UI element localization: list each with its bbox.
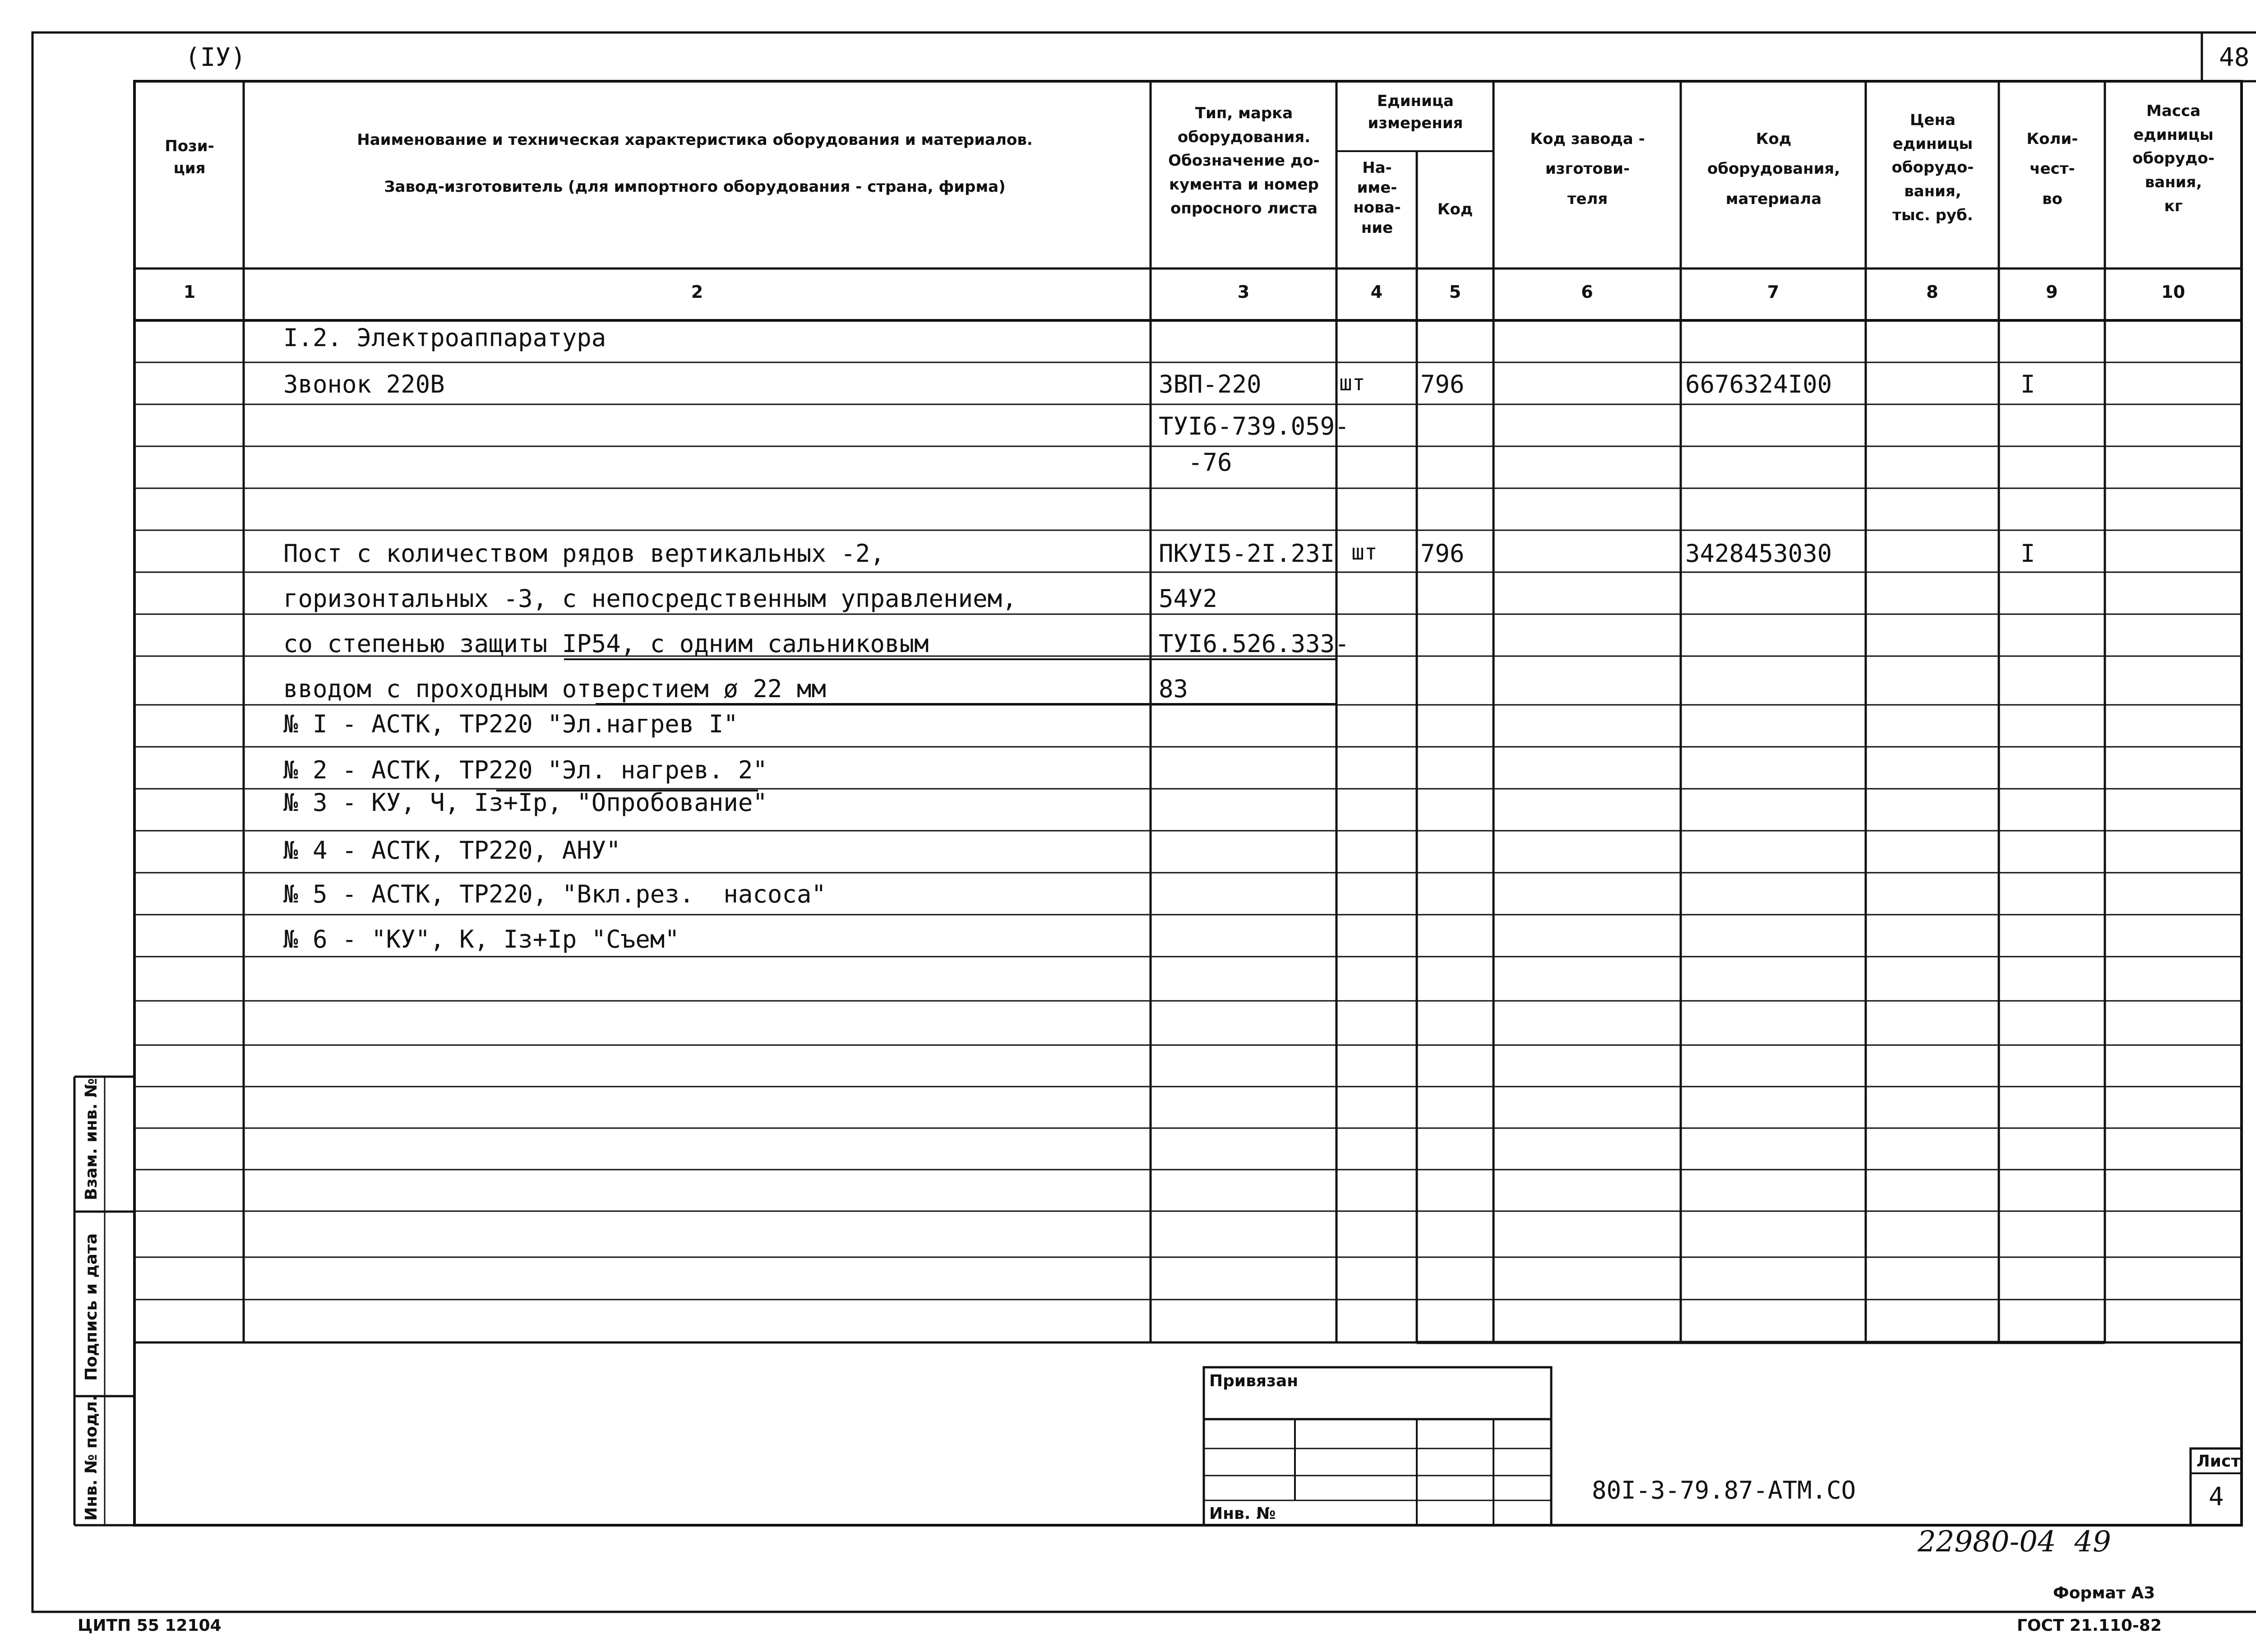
row-name: I.2. Электроаппаратура <box>283 324 606 352</box>
header-unit-name: На- име- нова- ние <box>1353 159 1401 237</box>
row-name: № 5 - АСТК, ТР220, "Вкл.рез. насоса" <box>283 880 826 908</box>
header-type: Тип, марка оборудования. Обозначение до- кумента и номер опросного листа <box>1168 104 1320 217</box>
side-label-podpis: Подпись и дата <box>82 1233 101 1381</box>
corner-mark: (IУ) <box>185 43 246 72</box>
header-name-line1: Наименование и техническая характеристика оборудования и материалов. <box>357 131 1033 149</box>
stamp-privyazan: Привязан <box>1209 1372 1299 1390</box>
header-price: Цена единицы оборудо- вания, тыс. руб. <box>1891 111 1974 224</box>
row-type: ПКУI5-2I.23I <box>1159 539 1335 568</box>
colnum-8: 8 <box>1926 282 1938 302</box>
header-mass: Масса единицы оборудо- вания, кг <box>2132 102 2214 215</box>
row-unit-name: шт <box>1351 540 1378 565</box>
row-name: № 4 - АСТК, ТР220, АНУ" <box>283 836 621 865</box>
colnum-3: 3 <box>1237 282 1250 302</box>
header-unit-group: Единица измерения <box>1368 92 1463 133</box>
row-equipment-code: 6676324I00 <box>1685 370 1832 398</box>
side-label-vzam: Взам. инв. № <box>82 1078 101 1200</box>
colnum-7: 7 <box>1767 282 1780 302</box>
row-equipment-code: 3428453030 <box>1685 539 1832 568</box>
footer-citp: ЦИТП 55 12104 <box>78 1616 222 1635</box>
header-factory-code: Код завода - изготови- теля <box>1530 130 1645 208</box>
row-quantity: I <box>2020 370 2035 398</box>
colnum-9: 9 <box>2046 282 2058 302</box>
colnum-6: 6 <box>1581 282 1593 302</box>
page-number: 48 <box>2219 43 2250 72</box>
colnum-5: 5 <box>1449 282 1461 302</box>
footer-format: Формат А3 <box>2053 1584 2155 1602</box>
side-label-inv: Инв. № подл. <box>82 1395 101 1521</box>
row-type: ТУI6-739.059- <box>1159 412 1350 440</box>
sheet-label: Лист <box>2196 1452 2241 1471</box>
header-name-line2: Завод-изготовитель (для импортного оборудования - страна, фирма) <box>384 178 1006 196</box>
stamp-inv-no: Инв. № <box>1209 1504 1276 1523</box>
header-unit-code: Код <box>1437 200 1473 218</box>
colnum-10: 10 <box>2161 282 2185 302</box>
row-type: -76 <box>1159 448 1232 477</box>
row-type: ТУI6.526.333- <box>1159 629 1350 658</box>
row-type: 83 <box>1159 675 1188 703</box>
row-unit-code: 796 <box>1420 370 1465 398</box>
header-equipment-code: Код оборудования, материала <box>1707 130 1840 208</box>
colnum-4: 4 <box>1370 282 1383 302</box>
row-name: № 6 - "КУ", К, Iз+Iр "Съем" <box>283 925 680 953</box>
row-name: № 3 - КУ, Ч, Iз+Iр, "Опробование" <box>283 788 767 817</box>
colnum-1: 1 <box>183 282 196 302</box>
colnum-2: 2 <box>691 282 703 302</box>
row-quantity: I <box>2020 539 2035 568</box>
row-name: горизонтальных -3, с непосредственным управлением, <box>283 584 1017 613</box>
header-quantity: Коли- чест- во <box>2026 130 2078 208</box>
document-code: 80I-3-79.87-АТМ.СО <box>1592 1476 1856 1504</box>
sheet-number: 4 <box>2209 1482 2224 1512</box>
header-position: Пози- ция <box>165 137 214 178</box>
row-name: № I - АСТК, ТР220 "Эл.нагрев I" <box>283 710 738 738</box>
row-name: со степенью защиты IP54, с одним сальниковым <box>283 629 929 658</box>
row-name: вводом с проходным отверстием ø 22 мм <box>283 675 826 703</box>
row-type: 54У2 <box>1159 584 1218 613</box>
row-unit-name: шт <box>1339 370 1365 396</box>
row-unit-code: 796 <box>1420 539 1465 568</box>
row-name: Звонок 220В <box>283 370 445 398</box>
row-name: Пост с количеством рядов вертикальных -2, <box>283 539 885 568</box>
handwritten-number: 22980-04 49 <box>1918 1525 2111 1559</box>
footer-gost: ГОСТ 21.110-82 <box>2017 1616 2162 1635</box>
row-name: № 2 - АСТК, ТР220 "Эл. нагрев. 2" <box>283 756 767 784</box>
row-type: ЗВП-220 <box>1159 370 1262 398</box>
